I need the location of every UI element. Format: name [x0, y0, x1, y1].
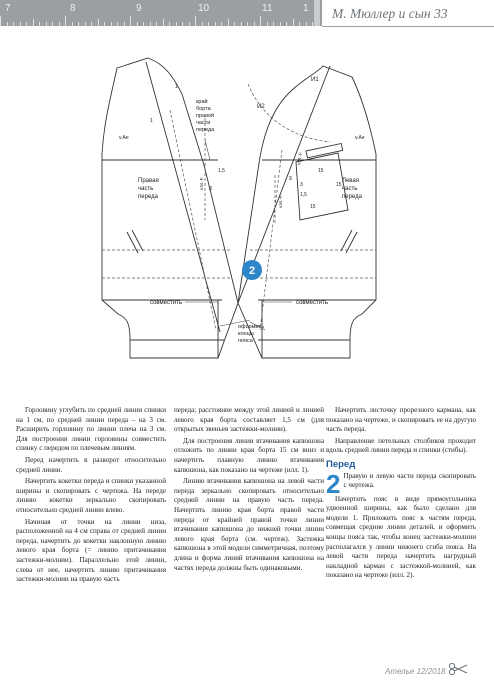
- section-title: Перед: [326, 458, 356, 470]
- label-va-left: v.Ae: [119, 135, 129, 141]
- ruler-number: 8: [70, 3, 76, 14]
- label-m-left: M: [208, 186, 213, 190]
- paragraph: Начертить кокетки переда и спинки указанной ширины и скопировать с чертежа. На переде линию кокетки зеркально скопировать относительно средней линии влево.: [16, 477, 166, 514]
- label-fm-pocket: v.M.-F.: [296, 151, 304, 166]
- drop-cap: 2: [326, 468, 341, 499]
- header-title: М. Мюллер и сын: [332, 6, 431, 21]
- ruler-number: 11: [262, 3, 273, 14]
- paragraph: Горловину углубить по средней линии спинки на 1 см, по средней линии переда – на 3 см. Расширить горловину по линии плеча на 3 см. Для построения линии горловины совместить спинку с передом по плечевым линиям.: [16, 406, 166, 453]
- label-fm-left: v.M.-F.: [199, 176, 204, 190]
- ruler-number: 7: [5, 3, 11, 14]
- paragraph: Начертить листочку прорезного кармана, как показано на чертеже, и скопировать ее на другую часть переда.: [326, 406, 476, 434]
- label-va-right: v.Ae: [355, 135, 365, 141]
- label-m-right: M: [288, 176, 293, 180]
- dim-7: 15: [310, 204, 316, 210]
- paragraph: Правую и левую части переда скопировать с чертежа.: [343, 471, 476, 490]
- paragraph: Для построения линии втачивания капюшона отложить по линии края борта 15 см вниз и начертить плавную линию втачивания капюшона, как показано на чертеже (илл. 1).: [174, 436, 324, 474]
- figure-number-badge: [242, 260, 262, 280]
- text-column-1: [16, 406, 166, 587]
- paragraph: Направление петельных столбиков проходит вдоль средней линии переда и спинки (стибы).: [326, 436, 476, 455]
- ruler: [0, 0, 322, 26]
- paragraph: Перед начертить в разворот относительно средней линии.: [16, 455, 166, 474]
- label-i1: И1: [311, 77, 319, 83]
- label-i2: И2: [257, 104, 265, 110]
- paragraph: Начертить пояс в виде прямоугольника удвоенной ширины, как было сделано для модели 1. Приложить пояс к частям переда, совмещая средние линии деталей, и оформить концы пояса так, чтобы конец застежки-молнии располагался у линии нижнего сгиба пояса. На левой части переда начертить нагрудный накладной карман с застежкой-молнией, как показано на чертеже (илл. 2).: [326, 494, 476, 580]
- label-fm-right: v.M.-F.: [278, 194, 283, 208]
- header-page-number: 33: [433, 6, 448, 21]
- label-belt: оформить концы пояса: [238, 324, 264, 344]
- label-right-front: Правая часть переда: [138, 178, 159, 200]
- footer-magazine: Ателье 12/2018: [385, 667, 446, 676]
- svg-text:2: 2: [248, 265, 256, 277]
- label-match-right: совместить: [296, 300, 328, 306]
- text-column-3: [326, 406, 476, 583]
- dim-8: 15: [336, 182, 342, 188]
- ruler-number: 10: [198, 3, 210, 14]
- paragraph: Начиная от точки на линии низа, расположенной на 4 см справа от средней линии переда, начертить до кокетки наклонную линию левого края борта (= линию притачивания застежки-молнии). Параллельно этой линии, слева от нее, начертить линию притачивания застежки-молнии на правую часть: [16, 517, 166, 584]
- label-match-left: совместить: [150, 300, 182, 306]
- dim-6: 3: [300, 182, 303, 188]
- dim-3: 1,5: [218, 168, 225, 174]
- paragraph: переда; расстояние между этой линией и линией левого края борта составляет 1,5 см (для открытых звеньев застежки-молнии).: [174, 406, 324, 434]
- text-column-2: [174, 406, 324, 575]
- label-edge: край борта правой части переда: [196, 99, 215, 133]
- pattern-drawing: [0, 48, 494, 378]
- label-left-front: Левая часть переда: [342, 178, 362, 200]
- running-header: [332, 6, 447, 22]
- scissors-icon: [448, 662, 468, 676]
- paragraph: Линию втачивания капюшона на левой части переда зеркально скопировать относительно средней линии на правую часть переда. Начертить линию края борта правой части переда от крайней правой точки линии втачивания капюшона до нижней точки линии левого края борта (см. чертеж). Застежка капюшона в этой модели симметричная, поэтому длина и форма линий втачивания капюшона на частях переда должны быть одинаковыми.: [174, 477, 324, 572]
- ruler-number: 1: [303, 3, 309, 14]
- dim-5: 1,5: [300, 192, 307, 198]
- dim-1: 1: [150, 118, 153, 124]
- dim-4: 15: [318, 168, 324, 174]
- dim-2: 1: [175, 84, 178, 90]
- ruler-number: 9: [136, 3, 142, 14]
